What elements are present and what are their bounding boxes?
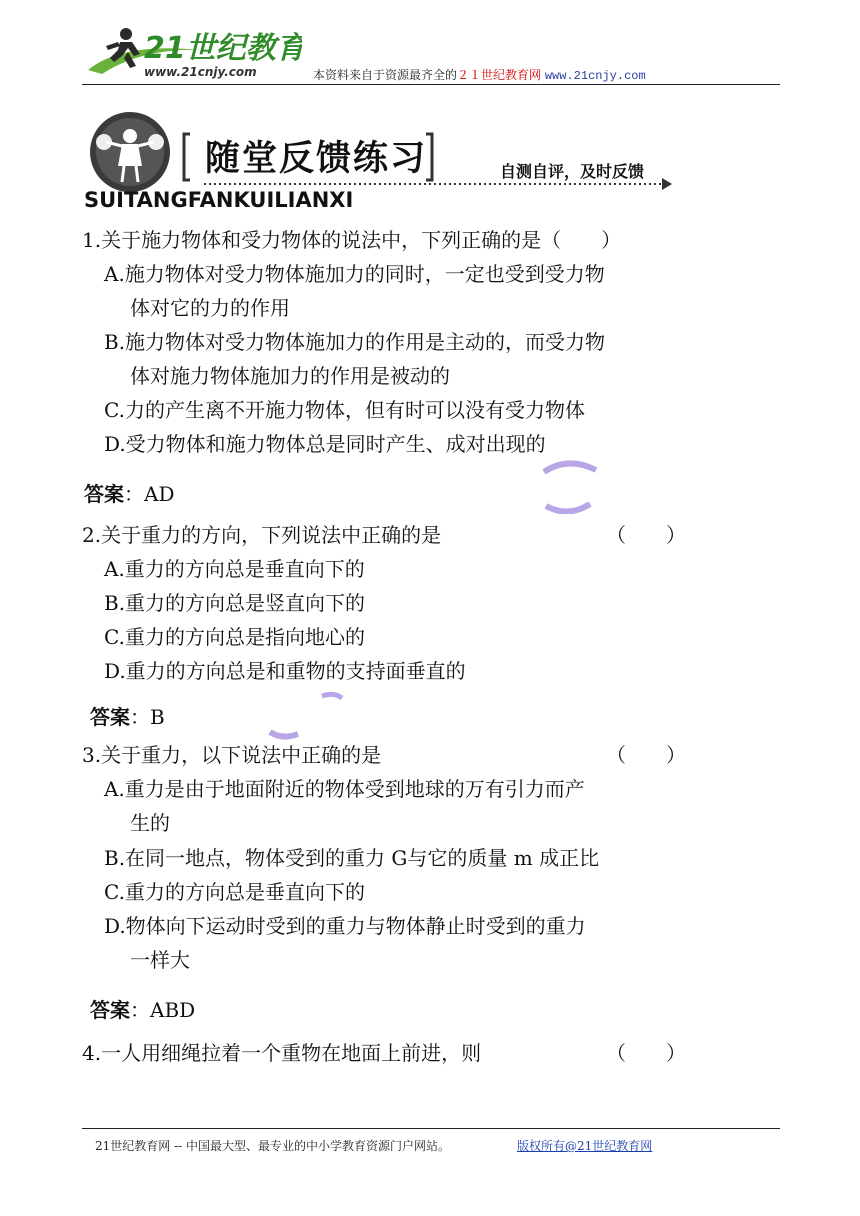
- watermark-mark: [262, 688, 352, 744]
- runner-logo-icon: [82, 22, 302, 84]
- logo-url: www.21cnjy.com: [144, 65, 257, 79]
- answer-value: ：AD: [124, 482, 175, 506]
- question-1-answer: [84, 482, 174, 506]
- header-divider: [82, 84, 780, 85]
- question-2-option-b: B.重力的方向总是竖直向下的: [104, 591, 366, 615]
- question-3-answer-blank: （ ）: [606, 743, 686, 767]
- question-3-option-d-cont: 一样大: [130, 948, 190, 972]
- question-3-option-a-cont: 生的: [130, 811, 170, 835]
- answer-value: ：B: [130, 705, 165, 729]
- question-3-stem: 3.关于重力，以下说法中正确的是: [82, 743, 382, 767]
- question-1-option-d: D.受力物体和施力物体总是同时产生、成对出现的: [104, 432, 546, 456]
- header-note-text: 本资料来自于资源最齐全的: [313, 68, 458, 82]
- question-4-answer-blank: （ ）: [606, 1041, 686, 1065]
- footer-divider: [82, 1128, 780, 1129]
- question-2-answer: [90, 705, 165, 729]
- question-2-stem: 2.关于重力的方向，下列说法中正确的是: [82, 523, 442, 547]
- question-3-option-b: B.在同一地点，物体受到的重力 G与它的质量 m 成正比: [104, 846, 600, 870]
- banner-pinyin: SUITANGFANKUILIANXI: [84, 188, 354, 212]
- header-note: [313, 66, 646, 83]
- footer-text: 21世纪教育网 -- 中国最大型、最专业的中小学教育资源门户网站。: [95, 1139, 451, 1153]
- answer-label: 答案: [90, 998, 130, 1022]
- question-4-stem: 4.一人用细绳拉着一个重物在地面上前进，则: [82, 1041, 482, 1065]
- banner-subtitle: 自测自评，及时反馈: [500, 162, 645, 181]
- header-note-site: ２１世纪教育网: [457, 68, 542, 82]
- answer-value: ：ABD: [130, 998, 196, 1022]
- question-3-answer: [90, 998, 195, 1022]
- footer-copyright-link[interactable]: 版权所有@21世纪教育网: [517, 1139, 653, 1153]
- header-note-link[interactable]: www.21cnjy.com: [544, 69, 646, 83]
- banner-title: 随堂反馈练习: [205, 139, 428, 179]
- watermark-mark: [538, 458, 608, 514]
- question-3-option-d: D.物体向下运动时受到的重力与物体静止时受到的重力: [104, 914, 586, 938]
- logo-wordmark: 21世纪教育: [144, 31, 302, 66]
- answer-label: 答案: [84, 482, 124, 506]
- question-1-option-c: C.力的产生离不开施力物体，但有时可以没有受力物体: [104, 398, 585, 422]
- question-1-option-a-cont: 体对它的力的作用: [130, 296, 290, 320]
- question-1-option-b-cont: 体对施力物体施加力的作用是被动的: [130, 364, 450, 388]
- site-logo: [82, 22, 302, 84]
- question-1-option-a: A.施力物体对受力物体施加力的同时，一定也受到受力物: [104, 262, 605, 286]
- question-3-option-a: A.重力是由于地面附近的物体受到地球的万有引力而产: [104, 777, 585, 801]
- question-2-answer-blank: （ ）: [606, 523, 686, 547]
- question-2-option-d: D.重力的方向总是和重物的支持面垂直的: [104, 659, 466, 683]
- question-2-option-c: C.重力的方向总是指向地心的: [104, 625, 365, 649]
- question-1-option-b: B.施力物体对受力物体施加力的作用是主动的，而受力物: [104, 330, 606, 354]
- question-2-option-a: A.重力的方向总是垂直向下的: [104, 557, 365, 581]
- question-1-stem: 1.关于施力物体和受力物体的说法中，下列正确的是（ ）: [82, 228, 622, 252]
- question-3-option-c: C.重力的方向总是垂直向下的: [104, 880, 365, 904]
- answer-label: 答案: [90, 705, 130, 729]
